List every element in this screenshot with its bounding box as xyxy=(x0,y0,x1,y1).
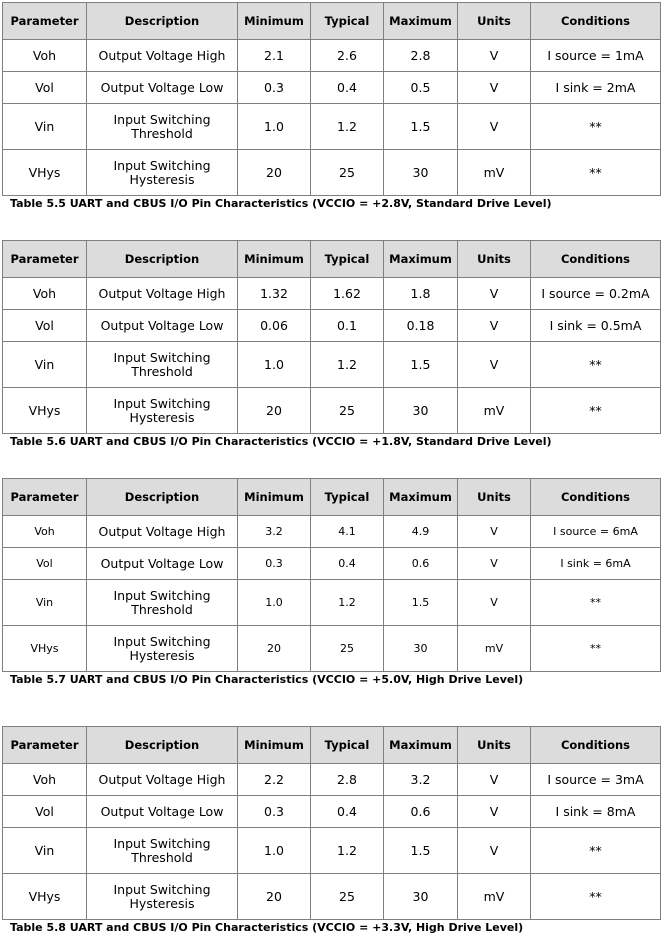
characteristics-table-block xyxy=(2,240,660,449)
column-header: Maximum xyxy=(384,727,458,764)
characteristics-table xyxy=(2,478,661,672)
conditions-cell: I source = 3mA xyxy=(531,764,661,796)
column-header: Units xyxy=(458,241,531,278)
typical-cell: 2.8 xyxy=(311,764,384,796)
minimum-cell: 1.0 xyxy=(238,580,311,626)
column-header: Description xyxy=(87,3,238,40)
minimum-cell: 1.0 xyxy=(238,342,311,388)
conditions-cell: ** xyxy=(531,874,661,920)
minimum-cell: 0.06 xyxy=(238,310,311,342)
table-caption: Table 5.8 UART and CBUS I/O Pin Characteristics (VCCIO = +3.3V, High Drive Level) xyxy=(10,921,524,934)
table-row xyxy=(3,388,661,434)
units-cell: V xyxy=(458,72,531,104)
parameter-cell: Vol xyxy=(3,796,87,828)
typical-cell: 25 xyxy=(311,626,384,672)
column-header: Conditions xyxy=(531,3,661,40)
characteristics-table xyxy=(2,2,661,196)
maximum-cell: 1.8 xyxy=(384,278,458,310)
units-cell: V xyxy=(458,548,531,580)
units-cell: V xyxy=(458,828,531,874)
maximum-cell: 0.6 xyxy=(384,796,458,828)
typical-cell: 25 xyxy=(311,388,384,434)
typical-cell: 25 xyxy=(311,150,384,196)
column-header: Description xyxy=(87,241,238,278)
units-cell: V xyxy=(458,764,531,796)
minimum-cell: 2.2 xyxy=(238,764,311,796)
conditions-cell: I sink = 2mA xyxy=(531,72,661,104)
minimum-cell: 20 xyxy=(238,626,311,672)
table-row xyxy=(3,342,661,388)
minimum-cell: 1.32 xyxy=(238,278,311,310)
units-cell: V xyxy=(458,796,531,828)
characteristics-table xyxy=(2,726,661,920)
column-header: Minimum xyxy=(238,241,311,278)
maximum-cell: 1.5 xyxy=(384,342,458,388)
units-cell: V xyxy=(458,278,531,310)
conditions-cell: I sink = 0.5mA xyxy=(531,310,661,342)
conditions-cell: ** xyxy=(531,388,661,434)
parameter-cell: Vol xyxy=(3,548,87,580)
typical-cell: 1.62 xyxy=(311,278,384,310)
minimum-cell: 20 xyxy=(238,874,311,920)
header-row xyxy=(3,479,661,516)
table-row xyxy=(3,548,661,580)
maximum-cell: 0.5 xyxy=(384,72,458,104)
column-header: Conditions xyxy=(531,727,661,764)
maximum-cell: 1.5 xyxy=(384,580,458,626)
table-row xyxy=(3,72,661,104)
header-row xyxy=(3,727,661,764)
parameter-cell: Vin xyxy=(3,342,87,388)
maximum-cell: 30 xyxy=(384,874,458,920)
conditions-cell: ** xyxy=(531,104,661,150)
conditions-cell: ** xyxy=(531,580,661,626)
conditions-cell: ** xyxy=(531,626,661,672)
column-header: Units xyxy=(458,3,531,40)
maximum-cell: 0.18 xyxy=(384,310,458,342)
table-row xyxy=(3,150,661,196)
header-row xyxy=(3,3,661,40)
column-header: Minimum xyxy=(238,3,311,40)
maximum-cell: 0.6 xyxy=(384,548,458,580)
minimum-cell: 3.2 xyxy=(238,516,311,548)
conditions-cell: I sink = 8mA xyxy=(531,796,661,828)
typical-cell: 1.2 xyxy=(311,828,384,874)
table-row xyxy=(3,764,661,796)
maximum-cell: 3.2 xyxy=(384,764,458,796)
parameter-cell: Voh xyxy=(3,516,87,548)
parameter-cell: VHys xyxy=(3,388,87,434)
units-cell: V xyxy=(458,104,531,150)
description-cell: Output Voltage Low xyxy=(87,548,238,580)
description-cell: Input Switching Hysteresis xyxy=(87,388,238,434)
typical-cell: 25 xyxy=(311,874,384,920)
minimum-cell: 0.3 xyxy=(238,548,311,580)
column-header: Typical xyxy=(311,727,384,764)
description-cell: Input Switching Threshold xyxy=(87,342,238,388)
characteristics-table-block xyxy=(2,726,660,935)
conditions-cell: I source = 0.2mA xyxy=(531,278,661,310)
description-cell: Output Voltage High xyxy=(87,40,238,72)
conditions-cell: I source = 1mA xyxy=(531,40,661,72)
column-header: Units xyxy=(458,479,531,516)
parameter-cell: Vol xyxy=(3,310,87,342)
column-header: Description xyxy=(87,479,238,516)
typical-cell: 1.2 xyxy=(311,580,384,626)
typical-cell: 1.2 xyxy=(311,342,384,388)
maximum-cell: 1.5 xyxy=(384,104,458,150)
table-row xyxy=(3,828,661,874)
description-cell: Input Switching Hysteresis xyxy=(87,874,238,920)
typical-cell: 0.4 xyxy=(311,548,384,580)
description-cell: Output Voltage High xyxy=(87,516,238,548)
maximum-cell: 1.5 xyxy=(384,828,458,874)
typical-cell: 2.6 xyxy=(311,40,384,72)
description-cell: Input Switching Hysteresis xyxy=(87,626,238,672)
minimum-cell: 0.3 xyxy=(238,72,311,104)
minimum-cell: 1.0 xyxy=(238,828,311,874)
column-header: Parameter xyxy=(3,3,87,40)
description-cell: Output Voltage Low xyxy=(87,72,238,104)
description-cell: Output Voltage High xyxy=(87,764,238,796)
column-header: Maximum xyxy=(384,3,458,40)
conditions-cell: ** xyxy=(531,150,661,196)
parameter-cell: Voh xyxy=(3,764,87,796)
column-header: Units xyxy=(458,727,531,764)
maximum-cell: 4.9 xyxy=(384,516,458,548)
units-cell: V xyxy=(458,342,531,388)
minimum-cell: 1.0 xyxy=(238,104,311,150)
units-cell: V xyxy=(458,516,531,548)
column-header: Minimum xyxy=(238,727,311,764)
header-row xyxy=(3,241,661,278)
maximum-cell: 2.8 xyxy=(384,40,458,72)
column-header: Typical xyxy=(311,479,384,516)
column-header: Maximum xyxy=(384,479,458,516)
minimum-cell: 2.1 xyxy=(238,40,311,72)
parameter-cell: Voh xyxy=(3,278,87,310)
minimum-cell: 20 xyxy=(238,150,311,196)
parameter-cell: VHys xyxy=(3,626,87,672)
description-cell: Input Switching Threshold xyxy=(87,828,238,874)
units-cell: mV xyxy=(458,150,531,196)
column-header: Conditions xyxy=(531,479,661,516)
characteristics-table-block xyxy=(2,478,660,687)
units-cell: V xyxy=(458,310,531,342)
column-header: Parameter xyxy=(3,479,87,516)
typical-cell: 0.4 xyxy=(311,796,384,828)
table-row xyxy=(3,626,661,672)
conditions-cell: I sink = 6mA xyxy=(531,548,661,580)
maximum-cell: 30 xyxy=(384,150,458,196)
typical-cell: 1.2 xyxy=(311,104,384,150)
table-row xyxy=(3,796,661,828)
units-cell: V xyxy=(458,580,531,626)
parameter-cell: Vol xyxy=(3,72,87,104)
description-cell: Input Switching Threshold xyxy=(87,580,238,626)
conditions-cell: ** xyxy=(531,828,661,874)
column-header: Typical xyxy=(311,241,384,278)
column-header: Parameter xyxy=(3,727,87,764)
units-cell: mV xyxy=(458,626,531,672)
typical-cell: 4.1 xyxy=(311,516,384,548)
table-row xyxy=(3,104,661,150)
description-cell: Output Voltage High xyxy=(87,278,238,310)
column-header: Description xyxy=(87,727,238,764)
table-row xyxy=(3,580,661,626)
description-cell: Output Voltage Low xyxy=(87,310,238,342)
units-cell: mV xyxy=(458,388,531,434)
table-row xyxy=(3,278,661,310)
minimum-cell: 20 xyxy=(238,388,311,434)
parameter-cell: VHys xyxy=(3,150,87,196)
minimum-cell: 0.3 xyxy=(238,796,311,828)
units-cell: mV xyxy=(458,874,531,920)
column-header: Maximum xyxy=(384,241,458,278)
description-cell: Input Switching Threshold xyxy=(87,104,238,150)
maximum-cell: 30 xyxy=(384,626,458,672)
typical-cell: 0.1 xyxy=(311,310,384,342)
parameter-cell: Vin xyxy=(3,104,87,150)
characteristics-table-block xyxy=(2,2,660,211)
column-header: Parameter xyxy=(3,241,87,278)
description-cell: Input Switching Hysteresis xyxy=(87,150,238,196)
table-caption: Table 5.5 UART and CBUS I/O Pin Characteristics (VCCIO = +2.8V, Standard Drive Level) xyxy=(10,197,552,210)
parameter-cell: Vin xyxy=(3,828,87,874)
parameter-cell: Voh xyxy=(3,40,87,72)
table-caption: Table 5.7 UART and CBUS I/O Pin Characteristics (VCCIO = +5.0V, High Drive Level) xyxy=(10,673,524,686)
conditions-cell: I source = 6mA xyxy=(531,516,661,548)
conditions-cell: ** xyxy=(531,342,661,388)
characteristics-table xyxy=(2,240,661,434)
table-caption: Table 5.6 UART and CBUS I/O Pin Characteristics (VCCIO = +1.8V, Standard Drive Level) xyxy=(10,435,552,448)
column-header: Typical xyxy=(311,3,384,40)
typical-cell: 0.4 xyxy=(311,72,384,104)
table-row xyxy=(3,310,661,342)
parameter-cell: VHys xyxy=(3,874,87,920)
table-row xyxy=(3,40,661,72)
table-row xyxy=(3,516,661,548)
description-cell: Output Voltage Low xyxy=(87,796,238,828)
table-row xyxy=(3,874,661,920)
parameter-cell: Vin xyxy=(3,580,87,626)
column-header: Conditions xyxy=(531,241,661,278)
units-cell: V xyxy=(458,40,531,72)
maximum-cell: 30 xyxy=(384,388,458,434)
column-header: Minimum xyxy=(238,479,311,516)
